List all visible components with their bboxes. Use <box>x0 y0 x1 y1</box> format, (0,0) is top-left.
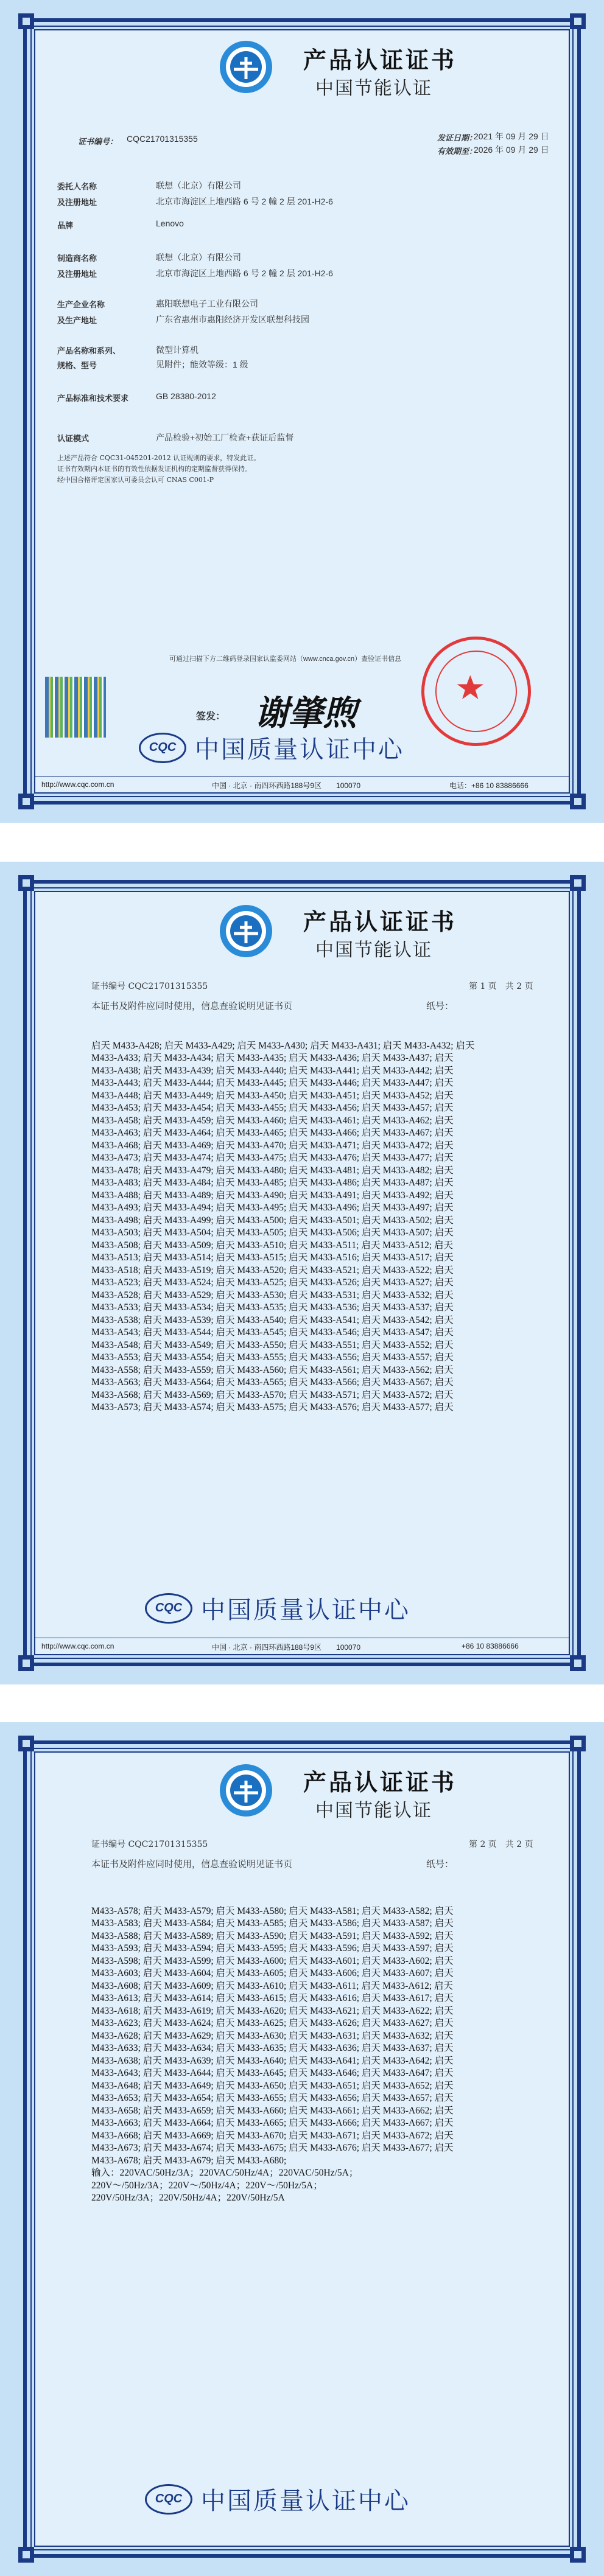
field-label: 及注册地址 <box>57 198 97 207</box>
model-line: M433-A443; 启天 M433-A444; 启天 M433-A445; 启天 M433-A446; 启天 M433-A447; 启天 <box>91 1078 454 1088</box>
qr-code[interactable] <box>45 677 106 738</box>
footer-address: 中国 · 北京 · 南四环西路188号9区 100070 <box>212 781 361 790</box>
annex-title: 产品认证证书 <box>303 908 457 935</box>
model-line: M433-A623; 启天 M433-A624; 启天 M433-A625; 启天 M433-A626; 启天 M433-A627; 启天 <box>91 2018 454 2028</box>
frame-corner <box>18 2547 34 2563</box>
annex-subtitle: 中国节能认证 <box>315 1801 432 1821</box>
model-line: M433-A548; 启天 M433-A549; 启天 M433-A550; 启天 M433-A551; 启天 M433-A552; 启天 <box>91 1339 454 1350</box>
cqc-logo-icon: CQC <box>145 2484 192 2515</box>
field-value: 广东省惠州市惠阳经济开发区联想科技园 <box>156 315 309 324</box>
model-line: M433-A598; 启天 M433-A599; 启天 M433-A600; 启天 M433-A601; 启天 M433-A602; 启天 <box>91 1955 454 1966</box>
org-name: 中国质量认证中心 <box>201 1596 410 1624</box>
org-name: 中国质量认证中心 <box>195 736 404 764</box>
model-line: M433-A583; 启天 M433-A584; 启天 M433-A585; 启天 M433-A586; 启天 M433-A587; 启天 <box>91 1918 454 1929</box>
model-line: M433-A508; 启天 M433-A509; 启天 M433-A510; 启天 M433-A511; 启天 M433-A512; 启天 <box>91 1240 454 1251</box>
field-label: 及生产地址 <box>57 316 97 325</box>
model-line: M433-A463; 启天 M433-A464; 启天 M433-A465; 启天 M433-A466; 启天 M433-A467; 启天 <box>91 1128 454 1138</box>
energy-saving-logo-icon <box>218 1762 274 1818</box>
annex-body <box>34 891 570 1655</box>
frame-corner <box>18 875 34 891</box>
certificate-page <box>0 0 604 823</box>
model-line: M433-A643; 启天 M433-A644; 启天 M433-A645; 启天 M433-A646; 启天 M433-A647; 启天 <box>91 2068 454 2078</box>
cert-number: CQC21701315355 <box>127 134 198 144</box>
model-line: M433-A628; 启天 M433-A629; 启天 M433-A630; 启天 M433-A631; 启天 M433-A632; 启天 <box>91 2030 454 2041</box>
model-line: M433-A433; 启天 M433-A434; 启天 M433-A435; 启天 M433-A436; 启天 M433-A437; 启天 <box>91 1053 454 1063</box>
field-label: 产品标准和技术要求 <box>57 394 129 403</box>
model-line: M433-A593; 启天 M433-A594; 启天 M433-A595; 启天 M433-A596; 启天 M433-A597; 启天 <box>91 1943 454 1953</box>
model-line: M433-A468; 启天 M433-A469; 启天 M433-A470; 启天 M433-A471; 启天 M433-A472; 启天 <box>91 1140 454 1151</box>
page-footer <box>35 776 569 792</box>
annex-page-1 <box>0 862 604 1684</box>
model-line: 220V～/50Hz/3A；220V～/50Hz/4A；220V～/50Hz/5A； <box>91 2180 323 2191</box>
frame-corner <box>570 794 586 809</box>
model-line: M433-A518; 启天 M433-A519; 启天 M433-A520; 启天 M433-A521; 启天 M433-A522; 启天 <box>91 1265 454 1276</box>
model-line: M433-A578; 启天 M433-A579; 启天 M433-A580; 启天 M433-A581; 启天 M433-A582; 启天 <box>91 1905 454 1916</box>
model-line: M433-A613; 启天 M433-A614; 启天 M433-A615; 启天 M433-A616; 启天 M433-A617; 启天 <box>91 1993 454 2003</box>
footer-address: 中国 · 北京 · 南四环西路188号9区 100070 <box>212 1643 361 1652</box>
annex-cert-number: 证书编号 CQC21701315355 <box>91 982 208 991</box>
frame-corner <box>18 794 34 809</box>
footer-url[interactable]: http://www.cqc.com.cn <box>41 780 114 789</box>
field-value: 北京市海淀区上地西路 6 号 2 幢 2 层 201-H2-6 <box>156 268 333 278</box>
valid-date: 2026 年 09 月 29 日 <box>474 145 549 155</box>
annex-seal-number: 纸号： <box>426 1001 454 1011</box>
model-line: M433-A638; 启天 M433-A639; 启天 M433-A640; 启天 M433-A641; 启天 M433-A642; 启天 <box>91 2055 454 2066</box>
model-line: M433-A498; 启天 M433-A499; 启天 M433-A500; 启天 M433-A501; 启天 M433-A502; 启天 <box>91 1215 454 1226</box>
field-label: 生产企业名称 <box>57 300 105 309</box>
model-line: 启天 M433-A428; 启天 M433-A429; 启天 M433-A430; 启天 M433-A431; 启天 M433-A432; 启天 <box>91 1040 475 1051</box>
model-line: M433-A448; 启天 M433-A449; 启天 M433-A450; 启天 M433-A451; 启天 M433-A452; 启天 <box>91 1090 454 1101</box>
cqc-brand <box>139 730 404 765</box>
model-line: M433-A538; 启天 M433-A539; 启天 M433-A540; 启天 M433-A541; 启天 M433-A542; 启天 <box>91 1314 454 1325</box>
field-value: 微型计算机 <box>156 345 198 355</box>
model-line: M433-A543; 启天 M433-A544; 启天 M433-A545; 启天 M433-A546; 启天 M433-A547; 启天 <box>91 1327 454 1338</box>
field-label: 产品名称和系列、 <box>57 346 121 355</box>
verify-note: 可通过扫描下方二维码登录国家认监委网站（www.cnca.gov.cn）查验证书信息 <box>169 655 402 663</box>
annex-note: 本证书及附件应同时使用，信息查验说明见证书页 <box>91 1001 293 1011</box>
frame-corner <box>570 1655 586 1671</box>
official-red-seal <box>421 637 531 746</box>
field-value: 见附件；能效等级：1 级 <box>156 360 248 369</box>
certificate-body <box>34 29 570 794</box>
footer-phone: 电话：+86 10 83886666 <box>449 781 528 790</box>
field-value: 北京市海淀区上地西路 6 号 2 幢 2 层 201-H2-6 <box>156 197 333 206</box>
annex-seal-number: 纸号： <box>426 1859 454 1869</box>
model-line: M433-A513; 启天 M433-A514; 启天 M433-A515; 启天 M433-A516; 启天 M433-A517; 启天 <box>91 1252 454 1263</box>
model-line: M433-A523; 启天 M433-A524; 启天 M433-A525; 启天 M433-A526; 启天 M433-A527; 启天 <box>91 1277 454 1288</box>
certificate-subtitle: 中国节能认证 <box>315 79 432 99</box>
model-line: M433-A528; 启天 M433-A529; 启天 M433-A530; 启天 M433-A531; 启天 M433-A532; 启天 <box>91 1290 454 1300</box>
model-line: M433-A438; 启天 M433-A439; 启天 M433-A440; 启天 M433-A441; 启天 M433-A442; 启天 <box>91 1065 454 1076</box>
field-label: 委托人名称 <box>57 182 97 191</box>
footer-url[interactable]: http://www.cqc.com.cn <box>41 1642 114 1650</box>
model-list <box>91 1027 474 1439</box>
model-line: M433-A573; 启天 M433-A574; 启天 M433-A575; 启天 M433-A576; 启天 M433-A577; 启天 <box>91 1402 454 1412</box>
model-line: M433-A473; 启天 M433-A474; 启天 M433-A475; 启天 M433-A476; 启天 M433-A477; 启天 <box>91 1153 454 1163</box>
frame-corner <box>18 1736 34 1751</box>
annex-title: 产品认证证书 <box>303 1768 457 1796</box>
frame-corner <box>570 13 586 29</box>
field-value: 惠阳联想电子工业有限公司 <box>156 299 258 309</box>
field-label: 规格、型号 <box>57 361 97 370</box>
frame-corner <box>570 875 586 891</box>
model-line: M433-A588; 启天 M433-A589; 启天 M433-A590; 启天 M433-A591; 启天 M433-A592; 启天 <box>91 1930 454 1941</box>
model-line: 220V/50Hz/3A；220V/50Hz/4A；220V/50Hz/5A <box>91 2193 285 2203</box>
energy-saving-logo-icon <box>218 39 274 95</box>
frame-corner <box>18 1655 34 1671</box>
model-line: M433-A678; 启天 M433-A679; 启天 M433-A680; <box>91 2155 287 2166</box>
page-footer <box>35 1638 569 1654</box>
issue-date-label: 发证日期： <box>437 133 477 142</box>
field-label: 制造商名称 <box>57 254 97 263</box>
statement-1: 上述产品符合 CQC31-045201-2012 认证规则的要求，特发此证。 <box>57 454 261 462</box>
model-line: M433-A668; 启天 M433-A669; 启天 M433-A670; 启天 M433-A671; 启天 M433-A672; 启天 <box>91 2130 454 2141</box>
frame-corner <box>570 2547 586 2563</box>
certificate-title: 产品认证证书 <box>303 46 457 74</box>
model-line: 输入：220VAC/50Hz/3A；220VAC/50Hz/4A；220VAC/50Hz/5A； <box>91 2168 359 2178</box>
model-line: M433-A503; 启天 M433-A504; 启天 M433-A505; 启天 M433-A506; 启天 M433-A507; 启天 <box>91 1227 454 1238</box>
cert-number-label: 证书编号： <box>78 137 118 146</box>
field-value: Lenovo <box>156 218 184 228</box>
frame-corner <box>18 13 34 29</box>
field-label: 品牌 <box>57 221 74 230</box>
frame-corner <box>570 1736 586 1751</box>
annex-page-info: 第 1 页 共 2 页 <box>469 982 533 991</box>
model-line: M433-A558; 启天 M433-A559; 启天 M433-A560; 启天 M433-A561; 启天 M433-A562; 启天 <box>91 1364 454 1375</box>
model-line: M433-A458; 启天 M433-A459; 启天 M433-A460; 启天 M433-A461; 启天 M433-A462; 启天 <box>91 1115 454 1126</box>
energy-saving-logo-icon <box>218 903 274 959</box>
model-line: M433-A493; 启天 M433-A494; 启天 M433-A495; 启天 M433-A496; 启天 M433-A497; 启天 <box>91 1202 454 1213</box>
model-line: M433-A658; 启天 M433-A659; 启天 M433-A660; 启天 M433-A661; 启天 M433-A662; 启天 <box>91 2105 454 2116</box>
model-line: M433-A663; 启天 M433-A664; 启天 M433-A665; 启天 M433-A666; 启天 M433-A667; 启天 <box>91 2118 454 2128</box>
valid-date-label: 有效期至： <box>437 147 477 156</box>
model-line: M433-A633; 启天 M433-A634; 启天 M433-A635; 启天 M433-A636; 启天 M433-A637; 启天 <box>91 2043 454 2053</box>
annex-body <box>34 1751 570 2547</box>
field-value: 联想（北京）有限公司 <box>156 253 241 262</box>
annex-subtitle: 中国节能认证 <box>315 940 432 960</box>
model-line: M433-A618; 启天 M433-A619; 启天 M433-A620; 启天 M433-A621; 启天 M433-A622; 启天 <box>91 2005 454 2016</box>
issue-date: 2021 年 09 月 29 日 <box>474 131 549 141</box>
model-line: M433-A488; 启天 M433-A489; 启天 M433-A490; 启天 M433-A491; 启天 M433-A492; 启天 <box>91 1190 454 1201</box>
model-line: M433-A648; 启天 M433-A649; 启天 M433-A650; 启天 M433-A651; 启天 M433-A652; 启天 <box>91 2080 454 2091</box>
model-line: M433-A653; 启天 M433-A654; 启天 M433-A655; 启天 M433-A656; 启天 M433-A657; 启天 <box>91 2093 454 2103</box>
field-value: GB 28380-2012 <box>156 391 216 401</box>
cqc-logo-icon: CQC <box>139 733 186 763</box>
annex-page-info: 第 2 页 共 2 页 <box>469 1840 533 1849</box>
model-line: M433-A478; 启天 M433-A479; 启天 M433-A480; 启天 M433-A481; 启天 M433-A482; 启天 <box>91 1165 454 1176</box>
field-value: 联想（北京）有限公司 <box>156 181 241 190</box>
footer-phone: +86 10 83886666 <box>462 1642 519 1650</box>
cqc-logo-icon: CQC <box>145 1593 192 1624</box>
model-line: M433-A483; 启天 M433-A484; 启天 M433-A485; 启天 M433-A486; 启天 M433-A487; 启天 <box>91 1178 454 1188</box>
sign-label: 签发： <box>196 711 226 722</box>
field-value: 产品检验+初始工厂检查+获证后监督 <box>156 433 294 442</box>
signature: 谢肇煦 <box>255 693 357 733</box>
annex-note: 本证书及附件应同时使用，信息查验说明见证书页 <box>91 1859 293 1869</box>
model-line: M433-A608; 启天 M433-A609; 启天 M433-A610; 启天 M433-A611; 启天 M433-A612; 启天 <box>91 1980 454 1991</box>
model-line: M433-A533; 启天 M433-A534; 启天 M433-A535; 启天 M433-A536; 启天 M433-A537; 启天 <box>91 1302 454 1313</box>
model-line: M433-A453; 启天 M433-A454; 启天 M433-A455; 启天 M433-A456; 启天 M433-A457; 启天 <box>91 1103 454 1113</box>
model-line: M433-A568; 启天 M433-A569; 启天 M433-A570; 启天 M433-A571; 启天 M433-A572; 启天 <box>91 1389 454 1400</box>
model-line: M433-A603; 启天 M433-A604; 启天 M433-A605; 启天 M433-A606; 启天 M433-A607; 启天 <box>91 1968 454 1978</box>
annex-page-2 <box>0 1722 604 2576</box>
cqc-brand <box>145 1591 410 1625</box>
statement-2: 证书有效期内本证书的有效性依据发证机构的定期监督获得保持。 <box>57 465 251 473</box>
statement-3: 经中国合格评定国家认可委员会认可 CNAS C001-P <box>57 476 214 484</box>
cqc-brand <box>145 2482 410 2516</box>
field-label: 认证模式 <box>57 434 90 443</box>
model-list <box>91 1893 454 2230</box>
model-line: M433-A563; 启天 M433-A564; 启天 M433-A565; 启天 M433-A566; 启天 M433-A567; 启天 <box>91 1377 454 1387</box>
field-label: 及注册地址 <box>57 270 97 279</box>
annex-cert-number: 证书编号 CQC21701315355 <box>91 1840 208 1849</box>
org-name: 中国质量认证中心 <box>201 2487 410 2515</box>
model-line: M433-A673; 启天 M433-A674; 启天 M433-A675; 启天 M433-A676; 启天 M433-A677; 启天 <box>91 2143 454 2153</box>
model-line: M433-A553; 启天 M433-A554; 启天 M433-A555; 启天 M433-A556; 启天 M433-A557; 启天 <box>91 1352 454 1363</box>
